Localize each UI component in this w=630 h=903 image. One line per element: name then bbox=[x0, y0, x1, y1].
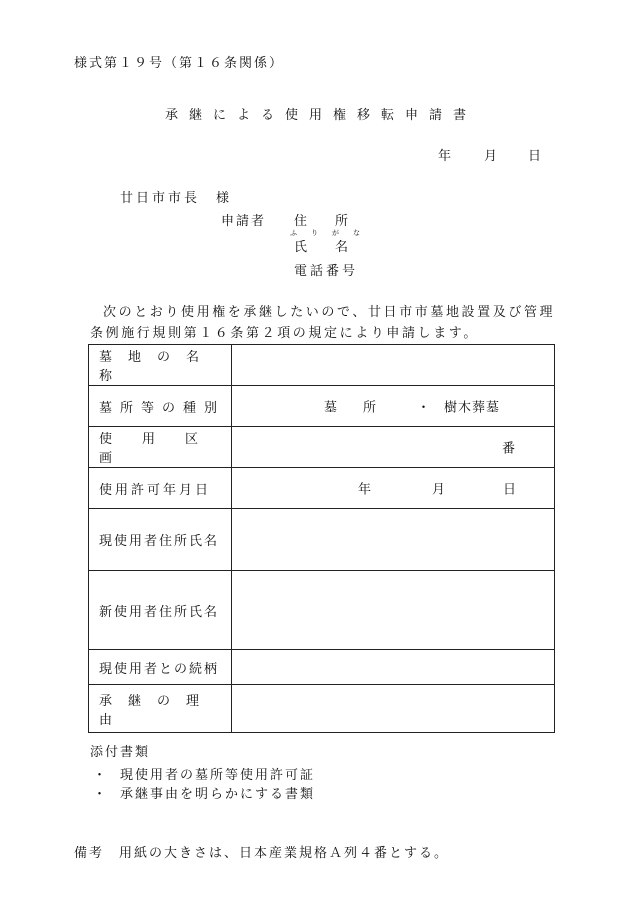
cemetery-name-label: 墓地の名称 bbox=[89, 345, 232, 386]
table-row bbox=[89, 468, 555, 509]
current-user-label: 現使用者住所氏名 bbox=[89, 509, 232, 571]
plot-suffix: 番 bbox=[502, 441, 516, 457]
date-year-label: 年 bbox=[438, 149, 452, 164]
attachments-title: 添付書類 bbox=[90, 745, 151, 760]
new-user-label: 新使用者住所氏名 bbox=[89, 571, 232, 650]
addressee: 廿日市市長 様 bbox=[120, 191, 233, 206]
grave-type-option-tree[interactable]: 樹木葬墓 bbox=[444, 400, 501, 416]
attachment-item: 現使用者の墓所等使用許可証 bbox=[120, 768, 316, 783]
attachment-bullet: ・ bbox=[93, 768, 107, 783]
relationship-field[interactable] bbox=[232, 650, 555, 685]
table-row bbox=[89, 386, 555, 427]
table-row bbox=[89, 509, 555, 571]
permit-date-label: 使用許可年月日 bbox=[89, 468, 232, 509]
phone-label: 電話番号 bbox=[294, 264, 359, 279]
date-day-label: 日 bbox=[528, 149, 542, 164]
grave-type-field bbox=[232, 386, 555, 427]
form-number: 様式第１９号（第１６条関係） bbox=[74, 56, 285, 71]
cemetery-name-field[interactable] bbox=[232, 345, 555, 386]
table-row bbox=[89, 427, 555, 468]
reason-field[interactable] bbox=[232, 685, 555, 733]
reason-label: 承継の理由 bbox=[89, 685, 232, 733]
table-row bbox=[89, 650, 555, 685]
applicant-label: 申請者 bbox=[221, 214, 267, 229]
permit-day-label: 日 bbox=[503, 482, 517, 498]
name-label: 氏名 bbox=[294, 240, 377, 255]
table-row bbox=[89, 571, 555, 650]
request-statement: 次のとおり使用権を承継したいので、廿日市市墓地設置及び管理条例施行規則第１６条第２項の規定により申請します。 bbox=[90, 305, 556, 341]
table-row bbox=[89, 685, 555, 733]
grave-type-label: 墓所等の種別 bbox=[89, 386, 232, 427]
plot-label: 使用区画 bbox=[89, 427, 232, 468]
date-month-label: 月 bbox=[484, 149, 498, 164]
address-label: 住所 bbox=[294, 214, 377, 229]
remarks-note: 備考 用紙の大きさは、日本産業規格Ａ列４番とする。 bbox=[74, 846, 450, 861]
document-title: 承継による使用権移転申請書 bbox=[164, 108, 477, 123]
permit-year-label: 年 bbox=[358, 482, 372, 498]
permit-date-field[interactable] bbox=[232, 468, 555, 509]
table-row bbox=[89, 345, 555, 386]
new-user-field[interactable] bbox=[232, 571, 555, 650]
relationship-label: 現使用者との続柄 bbox=[89, 650, 232, 685]
permit-month-label: 月 bbox=[432, 482, 446, 498]
grave-type-separator: ・ bbox=[417, 400, 431, 416]
attachment-bullet: ・ bbox=[93, 787, 107, 802]
application-table bbox=[88, 344, 555, 733]
attachment-item: 承継事由を明らかにする書類 bbox=[120, 787, 316, 802]
plot-field[interactable] bbox=[232, 427, 555, 468]
furigana-label: ふりがな bbox=[290, 229, 374, 237]
current-user-field[interactable] bbox=[232, 509, 555, 571]
grave-type-option-grave[interactable]: 墓 所 bbox=[324, 400, 377, 416]
